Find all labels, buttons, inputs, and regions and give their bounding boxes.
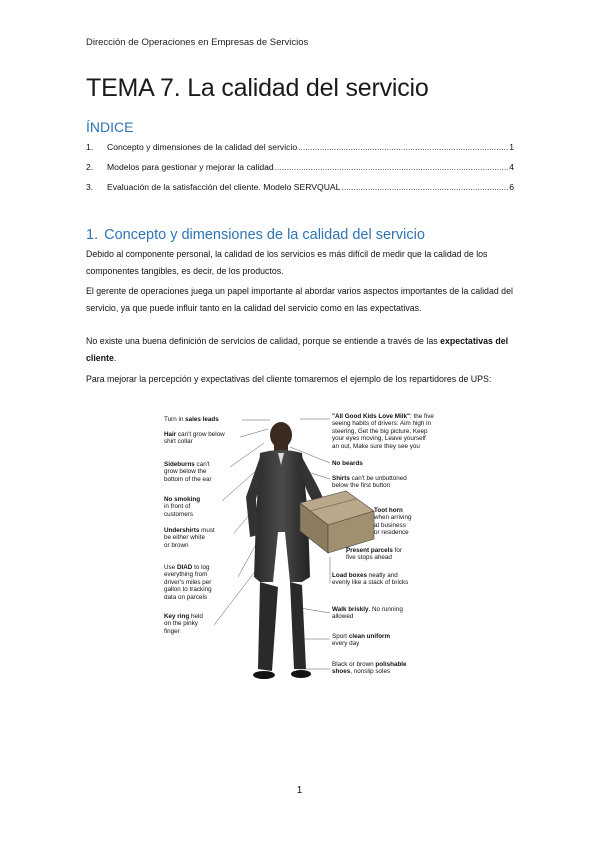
parcel-box <box>300 491 374 553</box>
callout-walk-briskly <box>332 606 403 621</box>
callout-bold: Present parcels <box>346 547 393 554</box>
toc-entry-number: 1. <box>86 142 94 152</box>
callout-bold: Hair <box>164 431 177 438</box>
toc-entry-number: 3. <box>86 182 94 192</box>
callout-no-beards <box>332 460 363 467</box>
callout-undershirts <box>164 527 215 549</box>
callout-sales-leads <box>164 416 219 423</box>
callout-bold: Sideburns <box>164 461 195 468</box>
table-of-contents <box>86 142 514 202</box>
toc-dot-leader <box>341 182 508 192</box>
driver-figure <box>246 422 330 679</box>
callout-good-kids <box>332 413 438 450</box>
toc-entry-page: 1 <box>509 142 514 152</box>
callout-bold: "All Good Kids Love Milk" <box>332 413 411 420</box>
section-1-heading <box>86 227 425 243</box>
callout-bold: Key ring <box>164 613 190 620</box>
callout-text: in front of customers <box>164 503 194 518</box>
callout-text: , nonslip soles <box>350 668 391 676</box>
callout-text: can't grow below the bottom of the ear <box>164 461 212 483</box>
callout-bold: sales leads <box>185 416 219 423</box>
callout-bold: Walk briskly <box>332 606 369 613</box>
toc-dot-leader <box>298 142 508 152</box>
toc-dot-leader <box>275 162 509 172</box>
callout-text: for five stops ahead <box>346 547 403 562</box>
toc-entry-2[interactable] <box>86 162 514 182</box>
callout-hair <box>164 431 225 446</box>
page-number: 1 <box>296 785 303 796</box>
callout-bold: Undershirts <box>164 527 200 534</box>
callout-bold: Toot horn <box>374 507 403 514</box>
callout-text: Use <box>164 564 177 571</box>
callout-text: Black or brown <box>332 661 376 668</box>
callout-text: : the five seeing habits of drivers: Aim high in steering, Get the big picture, Keep your eyes moving, Leave yourself an out, Make sure they see you <box>332 413 434 450</box>
callout-text: when arriving at business or residence <box>374 514 412 537</box>
document-title: TEMA 7. La calidad del servicio <box>86 74 429 102</box>
toc-entry-link[interactable]: Evaluación de la satisfacción del cliente. Modelo SERVQUAL <box>107 182 341 192</box>
callout-load-boxes <box>332 572 408 587</box>
toc-entry-number: 2. <box>86 162 94 172</box>
paragraph-3 <box>86 333 518 366</box>
section-number: 1. <box>86 227 99 243</box>
section-title: Concepto y dimensiones de la calidad del servicio <box>104 227 425 243</box>
running-header: Dirección de Operaciones en Empresas de Servicios <box>86 37 309 48</box>
callout-text: Turn in <box>164 416 186 423</box>
callout-bold: DIAD <box>176 564 193 571</box>
toc-entry-link[interactable]: Concepto y dimensiones de la calidad del servicio <box>107 142 298 152</box>
callout-shoes <box>332 661 407 676</box>
toc-entry-page: 4 <box>509 162 514 172</box>
toc-entry-page: 6 <box>509 182 514 192</box>
callout-bold: polishable shoes <box>332 661 407 676</box>
callout-bold: No smoking <box>164 496 201 503</box>
callout-toot-horn <box>374 507 411 537</box>
toc-entry-link[interactable]: Modelos para gestionar y mejorar la calidad <box>107 162 274 172</box>
callout-text: can't be unbuttoned below the first button <box>332 475 407 490</box>
callout-clean-uniform <box>332 633 390 648</box>
callout-text: neatly and evenly like a stack of bricks <box>332 572 409 587</box>
callout-present-parcels <box>346 547 402 562</box>
paragraph-3-lead: No existe una buena definición de servicios de calidad, porque se entiende a través de las <box>86 336 441 346</box>
ups-driver-figure <box>160 407 438 690</box>
callout-text: every day <box>332 640 360 648</box>
callout-bold: clean uniform <box>348 633 391 640</box>
callout-shirts <box>332 475 407 490</box>
paragraph-1: Debido al componente personal, la calidad de los servicios es más difícil de medir que la calidad de los componentes tangibles, es decir, de los productos. <box>86 249 488 276</box>
callout-sideburns <box>164 461 212 483</box>
paragraph-2: El gerente de operaciones juega un papel importante al abordar varios aspectos importantes de la calidad del servicio, ya que puede influir tanto en la calidad del servicio como en las expectativas. <box>86 286 513 313</box>
callout-diad <box>164 564 212 601</box>
callout-text: to log everything from driver's miles per gallon to tracking data on parcels <box>164 564 212 601</box>
toc-entry-1[interactable] <box>86 142 514 162</box>
callout-text: must be either white or brown <box>164 527 215 549</box>
callout-text: Sport <box>332 633 349 640</box>
paragraph-4: Para mejorar la percepción y expectativas del cliente tomaremos el ejemplo de los repartidores de UPS: <box>86 374 492 384</box>
callout-text: held on the pinky finger <box>164 613 203 635</box>
callout-text: . No running allowed <box>332 606 403 621</box>
callout-bold: No beards <box>332 460 363 467</box>
toc-heading: ÍNDICE <box>86 119 134 135</box>
callout-bold: Shirts <box>332 475 350 482</box>
callout-key-ring <box>164 613 203 635</box>
toc-entry-3[interactable] <box>86 182 514 202</box>
callout-bold: Load boxes <box>332 572 367 579</box>
callout-text: can't grow below shirt collar <box>164 431 225 446</box>
paragraph-3-end: . <box>113 352 117 363</box>
callout-no-smoking <box>164 496 200 518</box>
emphasis-customer-expectations: expectativas del cliente <box>86 336 509 363</box>
